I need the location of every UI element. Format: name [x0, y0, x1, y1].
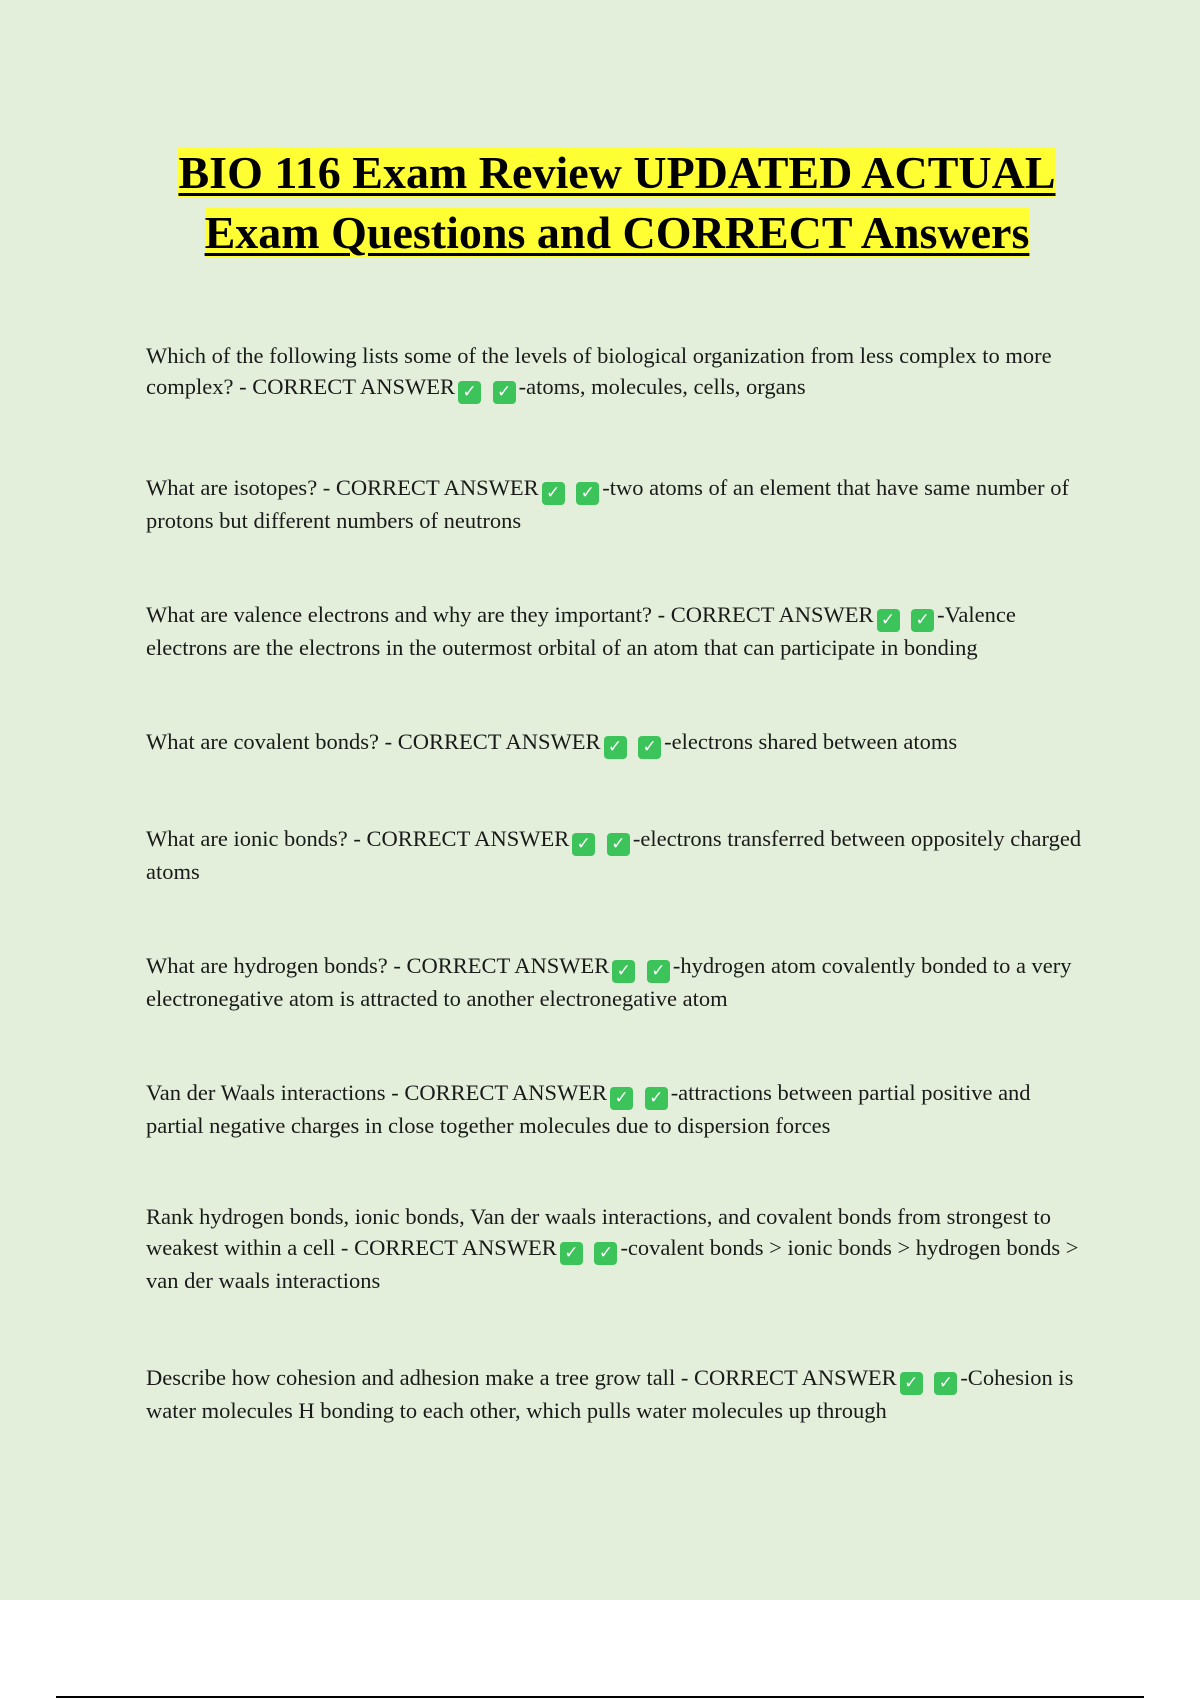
check-mark-icon: ✓ [645, 1087, 668, 1110]
answer-text: -attractions between partial positive and partial negative charges in close together molecules due to dispersion forces [146, 1080, 1031, 1138]
qa-item-9 [146, 1362, 1086, 1426]
answer-text: -Valence electrons are the electrons in the outermost orbital of an atom that can participate in bonding [146, 602, 1016, 660]
check-mark-icon: ✓ [900, 1372, 923, 1395]
answer-text: -covalent bonds > ionic bonds > hydrogen bonds > van der waals interactions [146, 1235, 1079, 1293]
question-text: What are isotopes? - [146, 475, 336, 500]
question-text: Which of the following lists some of the levels of biological organization from less complex to more complex? - [146, 343, 1052, 399]
answer-marker: CORRECT ANSWER [366, 826, 570, 851]
check-mark-icon: ✓ [604, 736, 627, 759]
answer-text: -electrons shared between atoms [664, 729, 958, 754]
qa-item-7 [146, 1077, 1086, 1141]
qa-item-6 [146, 950, 1086, 1014]
check-mark-icon: ✓ [911, 609, 934, 632]
document-title-text: BIO 116 Exam Review UPDATED ACTUAL Exam Questions and CORRECT Answers [178, 147, 1056, 258]
answer-text: -electrons transferred between oppositely charged atoms [146, 826, 1082, 884]
answer-text: -hydrogen atom covalently bonded to a very electronegative atom is attracted to another electronegative atom [146, 953, 1072, 1011]
check-mark-icon: ✓ [542, 482, 565, 505]
question-text: What are ionic bonds? - [146, 826, 367, 851]
check-mark-icon: ✓ [647, 960, 670, 983]
answer-marker: CORRECT ANSWER [335, 475, 539, 500]
qa-item-8 [146, 1201, 1086, 1296]
answer-marker: CORRECT ANSWER [406, 953, 610, 978]
document-title [145, 143, 1089, 263]
check-mark-icon: ✓ [877, 609, 900, 632]
qa-item-3 [146, 599, 1086, 663]
footer-rule [56, 1696, 1144, 1698]
check-mark-icon: ✓ [934, 1372, 957, 1395]
check-mark-icon: ✓ [594, 1242, 617, 1265]
answer-text: -Cohesion is water molecules H bonding to each other, which pulls water molecules up through [146, 1365, 1074, 1423]
check-mark-icon: ✓ [638, 736, 661, 759]
check-mark-icon: ✓ [607, 833, 630, 856]
qa-item-1 [146, 340, 1086, 404]
answer-marker: CORRECT ANSWER [670, 602, 874, 627]
check-mark-icon: ✓ [560, 1242, 583, 1265]
check-mark-icon: ✓ [493, 381, 516, 404]
question-text: What are hydrogen bonds? - [146, 953, 407, 978]
answer-marker: CORRECT ANSWER [397, 729, 601, 754]
check-mark-icon: ✓ [610, 1087, 633, 1110]
answer-text: -atoms, molecules, cells, organs [518, 374, 806, 399]
answer-marker: CORRECT ANSWER [693, 1365, 897, 1390]
question-text: What are valence electrons and why are they important? - [146, 602, 671, 627]
qa-item-5 [146, 823, 1086, 887]
check-mark-icon: ✓ [458, 381, 481, 404]
answer-marker: CORRECT ANSWER [252, 374, 455, 399]
check-mark-icon: ✓ [576, 482, 599, 505]
answer-marker: CORRECT ANSWER [404, 1080, 608, 1105]
question-text: Van der Waals interactions - [146, 1080, 405, 1105]
check-mark-icon: ✓ [572, 833, 595, 856]
question-text: Rank hydrogen bonds, ionic bonds, Van der waals interactions, and covalent bonds from strongest to weakest within a cell - [146, 1204, 1052, 1260]
answer-text: -two atoms of an element that have same number of protons but different numbers of neutrons [146, 475, 1070, 533]
qa-item-4 [146, 726, 1086, 759]
question-text: What are covalent bonds? - [146, 729, 398, 754]
answer-marker: CORRECT ANSWER [354, 1235, 557, 1260]
check-mark-icon: ✓ [612, 960, 635, 983]
question-text: Describe how cohesion and adhesion make a tree grow tall - [146, 1365, 694, 1390]
qa-item-2 [146, 472, 1086, 536]
